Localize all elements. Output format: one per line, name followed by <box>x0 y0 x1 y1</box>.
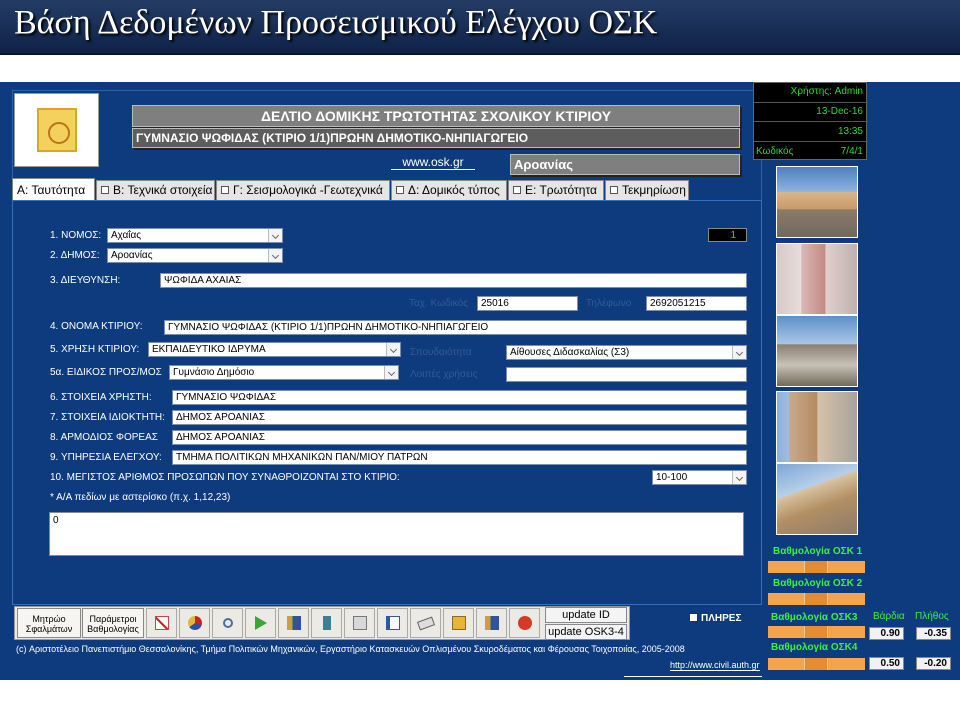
amount-header: Πλήθος <box>915 611 949 622</box>
score-params-label-2: Βαθμολογίας <box>87 624 139 634</box>
special-use-value: Γυμνάσιο Δημόσιο <box>173 367 255 378</box>
other-uses-field[interactable] <box>506 367 747 382</box>
osk3-weight: 0.90 <box>869 627 904 640</box>
home-button[interactable] <box>443 608 474 638</box>
update-id-button[interactable]: update ID <box>545 607 627 623</box>
error-register-button[interactable] <box>17 608 81 638</box>
osk3-score-bar <box>768 626 865 638</box>
close-icon <box>518 616 532 630</box>
binder-button[interactable] <box>278 608 309 638</box>
tab-seismological-label: Γ: Σεισμολογικά -Γεωτεχνικά <box>233 183 383 197</box>
pliris-checkbox[interactable] <box>689 613 741 624</box>
dimos-select[interactable] <box>107 248 283 263</box>
phone-field[interactable]: 2692051215 <box>646 296 747 311</box>
agency-label: 8. ΑΡΜΟΔΙΟΣ ΦΟΡΕΑΣ <box>50 432 158 443</box>
school-photo-5 <box>776 463 858 535</box>
inspection-label: 9. ΥΠΗΡΕΣΙΑ ΕΛΕΓΧΟΥ: <box>50 452 162 463</box>
owner-field[interactable]: ΔΗΜΟΣ ΑΡΟΑΝΙΑΣ <box>172 410 747 425</box>
nomos-label: 1. ΝΟΜΟΣ: <box>50 230 102 241</box>
notes-textarea[interactable]: 0 <box>49 512 744 556</box>
bottom-toolbar <box>14 606 630 640</box>
special-use-label: 5α. ΕΙΔΙΚΟΣ ΠΡΟΣ/ΜΟΣ <box>50 367 162 378</box>
dimos-label: 2. ΔΗΜΟΣ: <box>50 250 100 261</box>
school-photo-3 <box>776 315 858 387</box>
title-banner <box>0 0 960 55</box>
score-params-button[interactable] <box>82 608 144 638</box>
tab-technical[interactable] <box>96 180 215 200</box>
osk4-marker <box>804 658 828 670</box>
school-photo-2 <box>776 243 858 315</box>
use-label: 5. ΧΡΗΣΗ ΚΤΙΡΙΟΥ: <box>50 344 140 355</box>
postal-field[interactable]: 25016 <box>477 296 578 311</box>
binder-icon <box>287 616 301 630</box>
osk4-amount: -0.20 <box>916 657 951 670</box>
eraser-icon <box>416 616 434 630</box>
building-name-label: 4. ΟΝΟΜΑ ΚΤΙΡΙΟΥ: <box>50 321 143 332</box>
chevron-down-icon[interactable] <box>386 343 400 356</box>
building-name-field[interactable]: ΓΥΜΝΑΣΙΟ ΨΩΦΙΔΑΣ (ΚΤΙΡΙΟ 1/1)ΠΡΩΗΝ ΔΗΜΟΤΙΚΟ-ΝΗΠΙΑΓΩΓΕΙΟ <box>164 320 747 335</box>
chart-button[interactable] <box>146 608 177 638</box>
tab-structural-label: Δ: Δομικός τύπος <box>408 183 500 197</box>
school-photo-1 <box>776 166 858 238</box>
address-label: 3. ΔΙΕΥΘΥΝΣΗ: <box>50 275 121 286</box>
tab-identity-label: Α: Ταυτότητα <box>17 183 86 197</box>
tab-seismological[interactable] <box>216 180 390 200</box>
search-button[interactable] <box>212 608 243 638</box>
importance-label: Σπουδαιότητα <box>410 347 472 358</box>
banner-title: Βάση Δεδομένων Προσεισμικού Ελέγχου ΟΣΚ <box>14 4 658 41</box>
tab-documentation-icon <box>610 186 618 194</box>
tab-vulnerability-icon <box>513 186 521 194</box>
tab-seismological-icon <box>221 186 229 194</box>
osk1-score-bar <box>768 561 865 573</box>
phone-label: Τηλέφωνο <box>586 298 632 309</box>
tab-documentation[interactable] <box>605 180 689 200</box>
nomos-select[interactable] <box>107 228 283 243</box>
owner-label: 7. ΣΤΟΙΧΕΙΑ ΙΔΙΟΚΤΗΤΗ: <box>50 412 165 423</box>
website-link[interactable]: www.osk.gr <box>391 155 475 170</box>
error-register-label-2: Σφαλμάτων <box>25 624 73 634</box>
print-button[interactable] <box>344 608 375 638</box>
asterisk-note: * Α/Α πεδίων με αστερίσκο (π.χ. 1,12,23) <box>50 492 231 503</box>
user-label: 6. ΣΤΟΙΧΕΙΑ ΧΡΗΣΤΗ: <box>50 392 152 403</box>
tab-vulnerability[interactable] <box>508 180 604 200</box>
use-value: ΕΚΠΑΙΔΕΥΤΙΚΟ ΙΔΡΥΜΑ <box>152 344 266 355</box>
pie-button[interactable] <box>179 608 210 638</box>
arrow-right-icon <box>255 616 267 630</box>
tab-identity[interactable] <box>12 178 95 200</box>
tower-button[interactable] <box>311 608 342 638</box>
max-persons-value: 10-100 <box>656 472 688 483</box>
tab-structural-type[interactable] <box>391 180 507 200</box>
error-register-label-1: Μητρώο <box>32 614 66 624</box>
max-persons-select[interactable] <box>652 470 747 485</box>
osk-logo-icon <box>37 108 77 152</box>
osk2-label: Βαθμολογία ΟΣΚ 2 <box>773 578 863 589</box>
other-uses-label: Λοιπές χρήσεις <box>410 369 478 380</box>
copyright-text: (c) Αριστοτέλειο Πανεπιστήμιο Θεσσαλονίκης, Τμήμα Πολιτικών Μηχανικών, Εργαστήριο Κατασκευών Οπλισμένου Σκυροδέματος και Φέρουσας Τοιχοποιίας, 2005-2008 <box>16 644 685 654</box>
use-select[interactable] <box>148 342 401 357</box>
book-button[interactable] <box>476 608 507 638</box>
status-code-label: Κωδικός <box>756 146 794 157</box>
inspection-field[interactable]: ΤΜΗΜΑ ΠΟΛΙΤΙΚΩΝ ΜΗΧΑΝΙΚΩΝ ΠΑΝ/ΜΙΟΥ ΠΑΤΡΩΝ <box>172 450 747 465</box>
status-time: 13:35 <box>837 126 863 137</box>
school-name: ΓΥΜΝΑΣΙΟ ΨΩΦΙΔΑΣ (ΚΤΙΡΙΟ 1/1)ΠΡΩΗΝ ΔΗΜΟΤΙΚΟ-ΝΗΠΙΑΓΩΓΕΙΟ <box>132 128 740 148</box>
civil-auth-link[interactable]: http://www.civil.auth.gr <box>670 660 760 670</box>
word-button[interactable] <box>377 608 408 638</box>
osk2-score-bar <box>768 593 865 605</box>
osk1-label: Βαθμολογία ΟΣΚ 1 <box>773 546 863 557</box>
chevron-down-icon[interactable] <box>384 366 398 379</box>
book-icon <box>485 616 499 630</box>
chevron-down-icon[interactable] <box>732 346 746 359</box>
status-code-value: 7/4/1 <box>840 146 863 157</box>
eraser-button[interactable] <box>410 608 441 638</box>
chevron-down-icon[interactable] <box>268 229 282 242</box>
osk3-marker <box>804 626 828 638</box>
app-window <box>0 82 960 680</box>
tab-structural-icon <box>396 186 404 194</box>
importance-value: Αίθουσες Διδασκαλίας (Σ3) <box>510 347 630 358</box>
importance-select[interactable] <box>506 345 747 360</box>
close-button[interactable] <box>509 608 540 638</box>
osk3-label: Βαθμολογία ΟΣΚ3 <box>771 612 858 623</box>
special-use-select[interactable] <box>169 365 399 380</box>
agency-field[interactable]: ΔΗΜΟΣ ΑΡΟΑΝΙΑΣ <box>172 430 747 445</box>
max-persons-label: 10. ΜΕΓΙΣΤΟΣ ΑΡΙΘΜΟΣ ΠΡΟΣΩΠΩΝ ΠΟΥ ΣΥΝΑΘΡΟΙΖΟΝΤΑΙ ΣΤΟ ΚΤΙΡΙΟ: <box>50 472 400 483</box>
chevron-down-icon[interactable] <box>268 249 282 262</box>
checkbox-icon[interactable] <box>689 613 698 622</box>
osk3-amount: -0.35 <box>916 627 951 640</box>
tab-technical-label: Β: Τεχνικά στοιχεία <box>113 183 213 197</box>
pliris-label: ΠΛΗΡΕΣ <box>701 613 742 624</box>
search-icon <box>223 618 233 628</box>
tab-bar <box>12 180 702 200</box>
footer-divider <box>624 676 762 677</box>
status-date: 13-Dec-16 <box>816 106 863 117</box>
home-icon <box>452 616 466 630</box>
address-field[interactable]: ΨΩΦΙΔΑ ΑΧΑΙΑΣ <box>160 273 747 288</box>
tab-technical-icon <box>101 186 109 194</box>
record-counter: 1 <box>708 228 747 242</box>
postal-label: Ταχ. Κωδικός <box>409 298 468 309</box>
chart-icon <box>155 616 169 630</box>
osk4-label: Βαθμολογία ΟΣΚ4 <box>771 642 858 653</box>
user-field[interactable]: ΓΥΜΝΑΣΙΟ ΨΩΦΙΔΑΣ <box>172 390 747 405</box>
word-icon <box>386 616 400 630</box>
chevron-down-icon[interactable] <box>732 471 746 484</box>
tab-documentation-label: Τεκμηρίωση <box>622 183 686 197</box>
dimos-value: Αροανίας <box>111 250 153 261</box>
nomos-value: Αχαΐας <box>111 230 142 241</box>
school-photo-4 <box>776 391 858 463</box>
osk2-marker <box>804 593 828 605</box>
tower-icon <box>323 616 331 630</box>
weight-header: Βάρδια <box>873 611 905 622</box>
pie-icon <box>188 616 202 630</box>
next-button[interactable] <box>245 608 276 638</box>
tab-vulnerability-label: Ε: Τρωτότητα <box>525 183 597 197</box>
osk4-score-bar <box>768 658 865 670</box>
osk4-weight: 0.50 <box>869 657 904 670</box>
municipality-box: Αροανίας <box>510 154 740 175</box>
status-user: Χρήστης: Admin <box>790 86 863 97</box>
osk1-marker <box>804 561 828 573</box>
status-panel <box>753 82 867 160</box>
update-osk-button[interactable]: update OSK3-4 <box>545 624 627 640</box>
logo <box>14 93 99 167</box>
score-params-label-1: Παράμετροι <box>89 614 137 624</box>
print-icon <box>353 616 367 630</box>
form-title: ΔΕΛΤΙΟ ΔΟΜΙΚΗΣ ΤΡΩΤΟΤΗΤΑΣ ΣΧΟΛΙΚΟΥ ΚΤΙΡΙΟΥ <box>132 105 740 127</box>
